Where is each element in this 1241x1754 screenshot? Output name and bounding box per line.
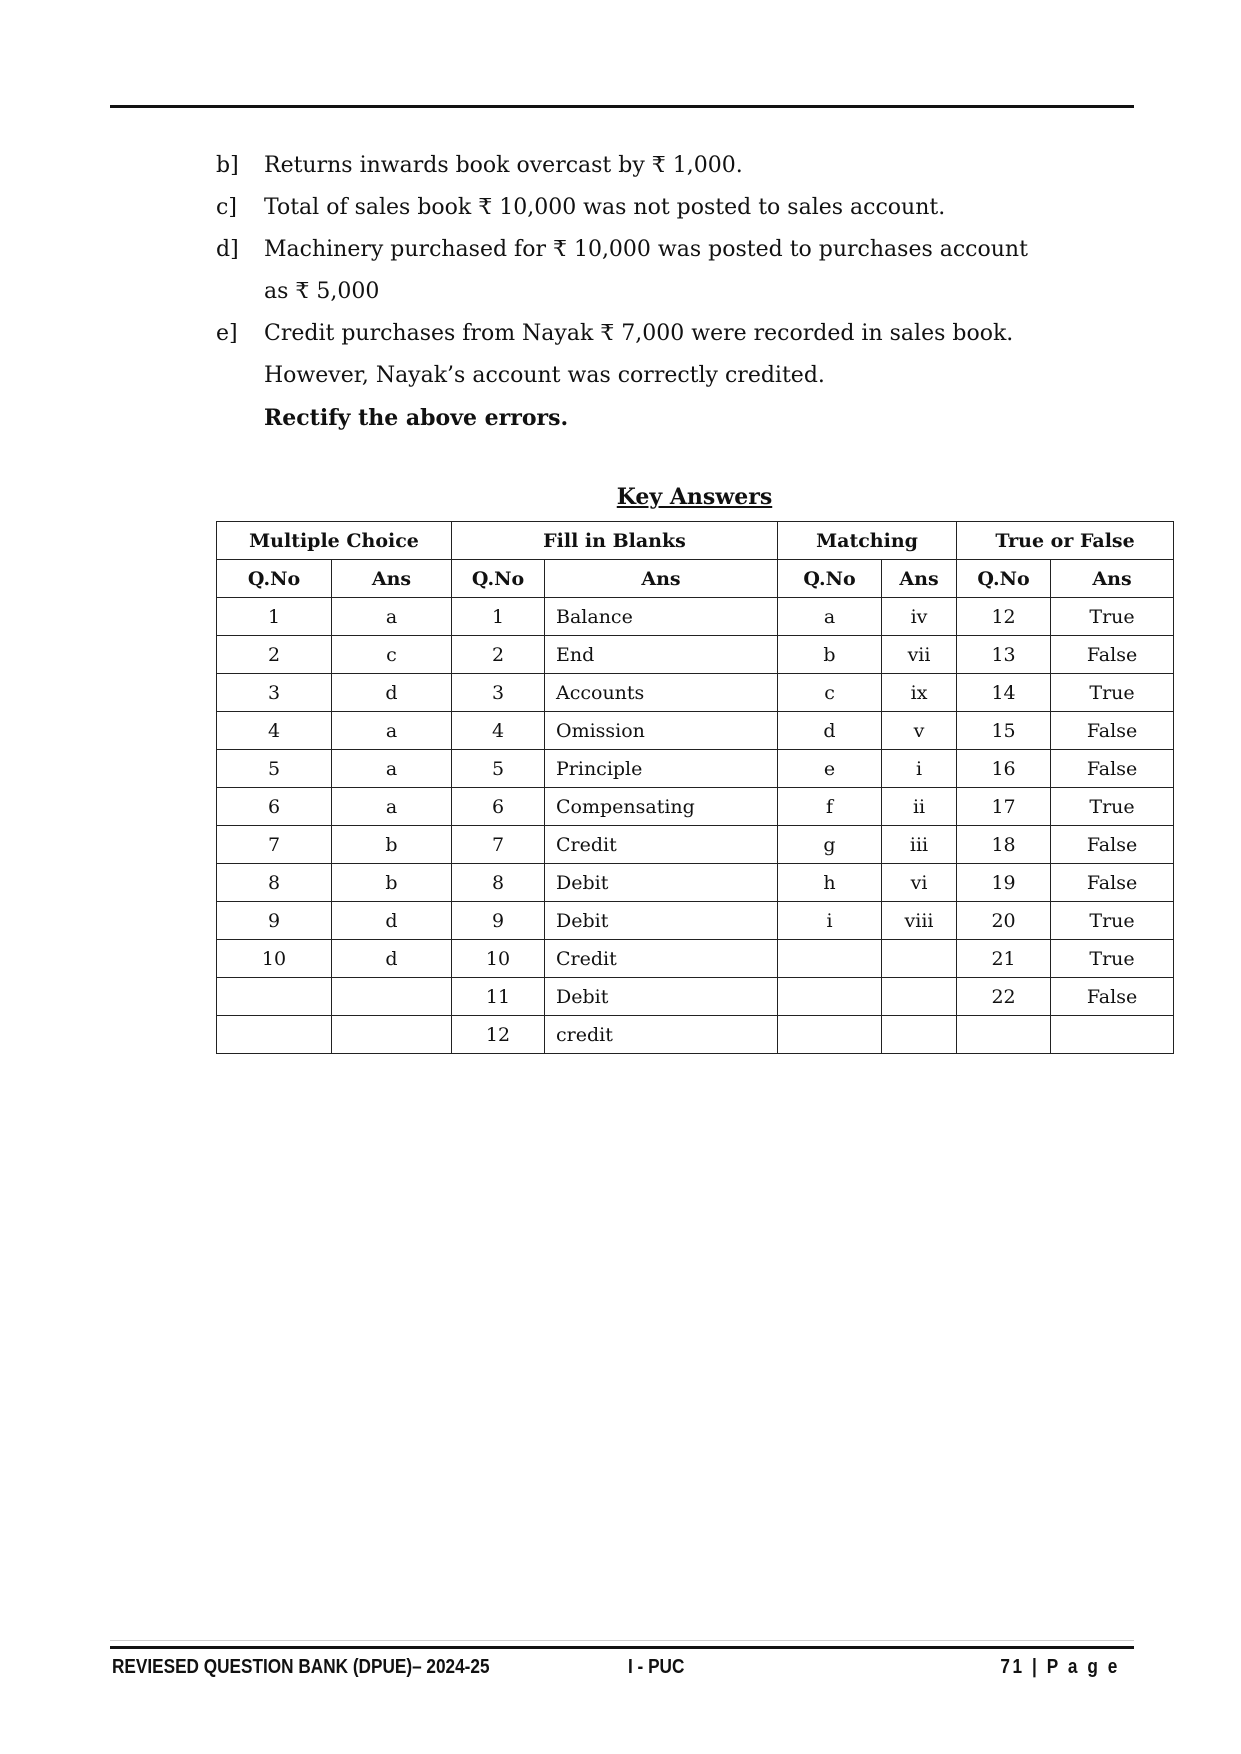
- table-cell: [882, 978, 957, 1016]
- sub-header: Q.No: [778, 560, 882, 598]
- table-cell: e: [778, 750, 882, 788]
- table-cell: 15: [957, 712, 1051, 750]
- sub-header: Ans: [545, 560, 778, 598]
- footer-class: I - PUC: [628, 1656, 685, 1678]
- table-cell: Accounts: [545, 674, 778, 712]
- table-cell: 14: [957, 674, 1051, 712]
- table-cell: [217, 1016, 332, 1054]
- table-cell: i: [778, 902, 882, 940]
- error-list: [216, 145, 1076, 439]
- error-item: [216, 187, 1076, 229]
- table-cell: False: [1051, 712, 1174, 750]
- table-cell: 16: [957, 750, 1051, 788]
- table-cell: 8: [452, 864, 545, 902]
- table-cell: ix: [882, 674, 957, 712]
- table-cell: False: [1051, 978, 1174, 1016]
- table-cell: a: [332, 788, 452, 826]
- instruction-text: Rectify the above errors.: [264, 405, 569, 431]
- table-cell: [882, 940, 957, 978]
- answers-body: [217, 598, 1174, 1054]
- sub-header: Q.No: [957, 560, 1051, 598]
- table-cell: credit: [545, 1016, 778, 1054]
- table-cell: [778, 1016, 882, 1054]
- sub-header-row: [217, 560, 1174, 598]
- table-cell: Credit: [545, 940, 778, 978]
- table-cell: 6: [452, 788, 545, 826]
- table-row: [217, 902, 1174, 940]
- table-cell: True: [1051, 788, 1174, 826]
- key-answers-table: [216, 521, 1174, 1054]
- table-cell: [332, 978, 452, 1016]
- error-text: [264, 313, 1076, 397]
- sub-header: Ans: [1051, 560, 1174, 598]
- table-row: [217, 674, 1174, 712]
- table-cell: vi: [882, 864, 957, 902]
- table-cell: ii: [882, 788, 957, 826]
- table-cell: a: [332, 750, 452, 788]
- table-row: [217, 978, 1174, 1016]
- table-cell: 13: [957, 636, 1051, 674]
- table-cell: d: [332, 674, 452, 712]
- group-header: True or False: [957, 522, 1174, 560]
- table-cell: 7: [452, 826, 545, 864]
- table-cell: 18: [957, 826, 1051, 864]
- table-row: [217, 864, 1174, 902]
- table-cell: b: [332, 826, 452, 864]
- table-cell: 3: [452, 674, 545, 712]
- table-cell: 22: [957, 978, 1051, 1016]
- table-cell: v: [882, 712, 957, 750]
- group-header: Multiple Choice: [217, 522, 452, 560]
- table-row: [217, 940, 1174, 978]
- key-answers-title: Key Answers: [616, 484, 773, 510]
- table-cell: 5: [452, 750, 545, 788]
- table-row: [217, 636, 1174, 674]
- error-label: c]: [216, 195, 237, 220]
- footer-title: REVIESED QUESTION BANK (DPUE)– 2024-25: [112, 1656, 490, 1678]
- table-cell: False: [1051, 864, 1174, 902]
- table-cell: a: [332, 598, 452, 636]
- error-text: [264, 229, 1076, 313]
- table-cell: 4: [452, 712, 545, 750]
- table-cell: 9: [452, 902, 545, 940]
- table-cell: 9: [217, 902, 332, 940]
- table-cell: 7: [217, 826, 332, 864]
- table-cell: iii: [882, 826, 957, 864]
- table-cell: 10: [217, 940, 332, 978]
- table-cell: Credit: [545, 826, 778, 864]
- table-cell: [957, 1016, 1051, 1054]
- table-cell: d: [778, 712, 882, 750]
- table-cell: f: [778, 788, 882, 826]
- error-line: Credit purchases from Nayak ₹ 7,000 were recorded in sales book.: [264, 321, 1014, 346]
- table-cell: [332, 1016, 452, 1054]
- sub-header: Ans: [882, 560, 957, 598]
- table-cell: False: [1051, 636, 1174, 674]
- group-header: Matching: [778, 522, 957, 560]
- table-cell: iv: [882, 598, 957, 636]
- error-line: Machinery purchased for ₹ 10,000 was posted to purchases account: [264, 237, 1028, 262]
- sub-header: Ans: [332, 560, 452, 598]
- table-cell: 12: [452, 1016, 545, 1054]
- table-cell: [778, 940, 882, 978]
- table-cell: Balance: [545, 598, 778, 636]
- table-cell: 6: [217, 788, 332, 826]
- table-cell: Omission: [545, 712, 778, 750]
- sub-header: Q.No: [452, 560, 545, 598]
- table-cell: i: [882, 750, 957, 788]
- table-row: [217, 788, 1174, 826]
- page-footer: [112, 1652, 1120, 1682]
- table-row: [217, 750, 1174, 788]
- header-rule: [110, 105, 1134, 108]
- footer-rule-thin: [110, 1640, 1134, 1641]
- table-row: [217, 598, 1174, 636]
- table-cell: Debit: [545, 902, 778, 940]
- table-cell: True: [1051, 598, 1174, 636]
- table-cell: d: [332, 902, 452, 940]
- table-cell: 2: [452, 636, 545, 674]
- error-line: Returns inwards book overcast by ₹ 1,000.: [264, 153, 743, 178]
- table-cell: b: [332, 864, 452, 902]
- table-cell: d: [332, 940, 452, 978]
- table-cell: 1: [217, 598, 332, 636]
- table-cell: 4: [217, 712, 332, 750]
- error-item: [216, 145, 1076, 187]
- footer-rule: [110, 1646, 1134, 1649]
- error-label: d]: [216, 237, 239, 262]
- error-text: [264, 145, 1076, 187]
- table-row: [217, 1016, 1174, 1054]
- table-cell: 11: [452, 978, 545, 1016]
- error-line: Total of sales book ₹ 10,000 was not posted to sales account.: [264, 195, 946, 220]
- table-cell: vii: [882, 636, 957, 674]
- error-label: e]: [216, 321, 238, 346]
- error-label: b]: [216, 153, 239, 178]
- error-item: [216, 229, 1076, 313]
- page-number: 71 | P a g e: [1000, 1656, 1120, 1678]
- error-line: However, Nayak’s account was correctly credited.: [264, 363, 825, 388]
- table-cell: End: [545, 636, 778, 674]
- error-item: [216, 313, 1076, 397]
- table-cell: Debit: [545, 864, 778, 902]
- table-cell: 1: [452, 598, 545, 636]
- table-cell: [1051, 1016, 1174, 1054]
- table-cell: 3: [217, 674, 332, 712]
- table-row: [217, 712, 1174, 750]
- table-cell: a: [332, 712, 452, 750]
- sub-header: Q.No: [217, 560, 332, 598]
- group-header: Fill in Blanks: [452, 522, 778, 560]
- table-cell: 21: [957, 940, 1051, 978]
- table-cell: True: [1051, 902, 1174, 940]
- table-cell: b: [778, 636, 882, 674]
- table-cell: 8: [217, 864, 332, 902]
- table-cell: a: [778, 598, 882, 636]
- table-cell: False: [1051, 750, 1174, 788]
- table-cell: [217, 978, 332, 1016]
- table-row: [217, 826, 1174, 864]
- table-cell: 17: [957, 788, 1051, 826]
- table-cell: [882, 1016, 957, 1054]
- table-cell: 10: [452, 940, 545, 978]
- table-cell: c: [778, 674, 882, 712]
- table-cell: c: [332, 636, 452, 674]
- table-cell: [778, 978, 882, 1016]
- group-header-row: [217, 522, 1174, 560]
- table-cell: 19: [957, 864, 1051, 902]
- table-cell: False: [1051, 826, 1174, 864]
- table-cell: True: [1051, 674, 1174, 712]
- table-cell: viii: [882, 902, 957, 940]
- table-cell: 2: [217, 636, 332, 674]
- table-cell: h: [778, 864, 882, 902]
- table-cell: Debit: [545, 978, 778, 1016]
- table-cell: g: [778, 826, 882, 864]
- error-line: as ₹ 5,000: [264, 279, 380, 304]
- table-cell: 5: [217, 750, 332, 788]
- table-cell: True: [1051, 940, 1174, 978]
- table-cell: Principle: [545, 750, 778, 788]
- table-cell: 20: [957, 902, 1051, 940]
- table-cell: 12: [957, 598, 1051, 636]
- table-cell: Compensating: [545, 788, 778, 826]
- error-text: [264, 187, 1076, 229]
